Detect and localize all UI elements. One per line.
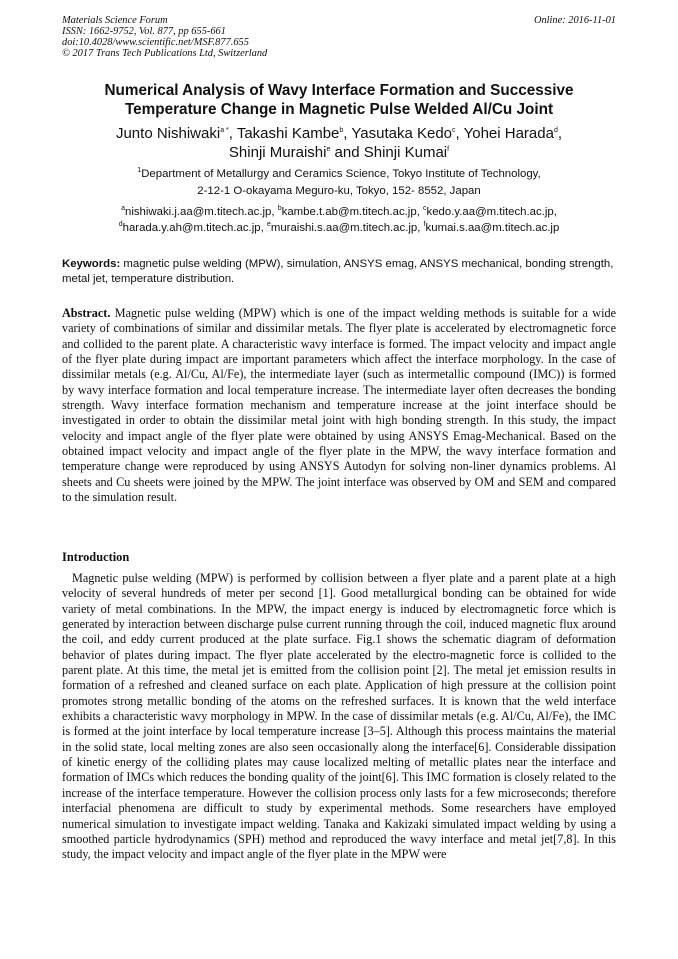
email-sup: b [277, 205, 282, 213]
email-sup: c [423, 205, 427, 213]
email-line-1 [62, 204, 616, 220]
email-line-2 [62, 220, 616, 236]
keywords-text: magnetic pulse welding (MPW), simulation, ANSYS emag, ANSYS mechanical, bonding strength, metal jet, temperature distribution. [62, 258, 614, 285]
author-separator: , [343, 125, 352, 142]
author-name: Shinji Muraishi [228, 144, 327, 161]
email-sup: f [423, 221, 426, 229]
author-sup: f [447, 146, 450, 153]
author-name: Junto Nishiwaki [115, 125, 221, 142]
author-name: Takashi Kambe [236, 125, 340, 142]
issn-line: ISSN: 1662-9752, Vol. 877, pp 655-661 [62, 26, 226, 37]
journal-metadata [62, 15, 267, 59]
email-separator: , [553, 206, 557, 218]
email-sup: e [266, 221, 271, 229]
keywords [62, 257, 618, 287]
email-separator: , [417, 222, 424, 234]
title-line-1: Numerical Analysis of Wavy Interface Formation and Successive [104, 82, 574, 99]
author-line-2 [62, 143, 616, 162]
email-link[interactable]: kambe.t.ab@m.titech.ac.jp [281, 206, 417, 218]
doi-line[interactable]: doi:10.4028/www.scientific.net/MSF.877.655 [62, 37, 249, 48]
email-separator: , [416, 206, 424, 218]
author-list [62, 124, 616, 162]
email-link[interactable]: harada.y.ah@m.titech.ac.jp [122, 222, 261, 234]
introduction-heading: Introduction [62, 550, 130, 564]
author-sup: a * [220, 127, 229, 134]
abstract [62, 306, 616, 505]
author-sup: e [326, 146, 331, 153]
email-sup: d [118, 221, 123, 229]
author-name: Yasutaka Kedo [351, 125, 453, 142]
author-separator: and [330, 144, 364, 161]
author-sup: c [452, 127, 456, 134]
author-separator: , [455, 125, 464, 142]
author-line-1 [62, 124, 616, 143]
author-name: Shinji Kumai [363, 144, 448, 161]
introduction-text: Magnetic pulse welding (MPW) is performed by collision between a flyer plate and a parent plate at a high velocity of several hundreds of meter per second [1]. Good metallurgical bonding can be obtained for wide variety of metal combinations. In the MPW, the impact energy is induced by electromagnetic force which is generated by interaction between discharge pulse current running through the coil, induced magnetic flux around the coil, and eddy current produced at the plate surface. Fig.1 shows the schematic diagram of deformation behavior of plates during impact. The flyer plate accelerated by the electro-magnetic force is collided to the parent plate. At this time, the metal jet is emitted from the collision point [2]. The metal jet emission results in formation of a refreshed and cleaned surface on each plate. Application of high pressure at the collision point promotes strong metallic bonding of the atoms on the refreshed surfaces. It is known that the weld interface exhibits a characteristic wavy morphology in MPW. In the case of dissimilar metals (e.g. Al/Cu, Al/Fe), the IMC is formed at the joint interface by local temperature increase [3–5]. Although this process maintains the material in the solid state, local melting zones are also seen occasionally along the interface[6]. Considerable dissipation of kinetic energy of the colliding plates may cause localized melting of metallic plates near the interface and formation of IMCs which reduces the bonding quality of the joint[6]. This IMC formation is closely related to the increase of the interface temperature. However the collision process only lasts for a few microseconds; therefore interfacial phenomena are difficult to study by experimental methods. Some researchers have employed numerical simulation to investigate impact welding. Tanaka and Kakizaki simulated impact welding by using a smoothed particle hydrodynamics (SPH) method and reproduced the wavy interface and metal jet[7,8]. In this study, the impact velocity and impact angle of the flyer plate in the MPW were [62, 571, 616, 862]
author-name: Yohei Harada [463, 125, 554, 142]
affiliation [62, 166, 616, 200]
affiliation-text: Department of Metallurgy and Ceramics Science, Tokyo Institute of Technology, [141, 168, 541, 180]
email-link[interactable]: kumai.s.aa@m.titech.ac.jp [425, 222, 560, 234]
email-list [62, 204, 616, 236]
author-sup: d [553, 127, 558, 134]
author-separator: , [557, 125, 563, 142]
author-separator: , [228, 125, 237, 142]
author-sup: b [339, 127, 344, 134]
email-sup: a [121, 205, 125, 213]
abstract-label: Abstract. [62, 306, 111, 320]
paper-title [62, 81, 616, 119]
journal-name: Materials Science Forum [62, 15, 168, 26]
email-separator: , [271, 206, 278, 218]
copyright-line: © 2017 Trans Tech Publications Ltd, Switzerland [62, 48, 268, 59]
affiliation-line-1 [62, 166, 616, 183]
email-link[interactable]: kedo.y.aa@m.titech.ac.jp [426, 206, 554, 218]
email-separator: , [260, 222, 267, 234]
email-link[interactable]: muraishi.s.aa@m.titech.ac.jp [270, 222, 418, 234]
affiliation-line-2: 2-12-1 O-okayama Meguro-ku, Tokyo, 152- 8552, Japan [197, 185, 481, 197]
affiliation-sup: 1 [137, 167, 142, 175]
title-line-2: Temperature Change in Magnetic Pulse Welded Al/Cu Joint [124, 101, 554, 118]
online-date: Online: 2016-11-01 [533, 15, 616, 26]
email-link[interactable]: nishiwaki.j.aa@m.titech.ac.jp [124, 206, 272, 218]
abstract-text: Magnetic pulse welding (MPW) which is one of the impact welding methods is suitable for a wide variety of combinations of similar and dissimilar metals. The flyer plate is accelerated by electromagnetic force and collided to the parent plate. A characteristic wavy interface is formed. The impact velocity and impact angle of the flyer plate during impact are important parameters which affect the interface morphology. In the case of dissimilar metals (e.g. Al/Cu, Al/Fe), the intermediate layer (such as intermetallic compound (IMC)) is formed by wavy interface formation and local temperature increase. The intermediate layer often decreases the bonding strength. Wavy interface formation mechanism and temperature increase at the joint interface should be investigated in order to obtain the dissimilar metal joint with high bonding strength. In this study, the impact velocity and impact angle of the flyer plate were obtained by using ANSYS Emag-Mechanical. Based on the obtained impact velocity and impact angle of the flyer plate in the MPW, the wavy interface formation and temperature change were reproduced by using ANSYS Autodyn for solving non-liner dynamics problems. Al sheets and Cu sheets were joined by the MPW. The joint interface was observed by OM and SEM and compared to the simulation result. [62, 306, 616, 505]
keywords-label: Keywords: [62, 258, 121, 270]
